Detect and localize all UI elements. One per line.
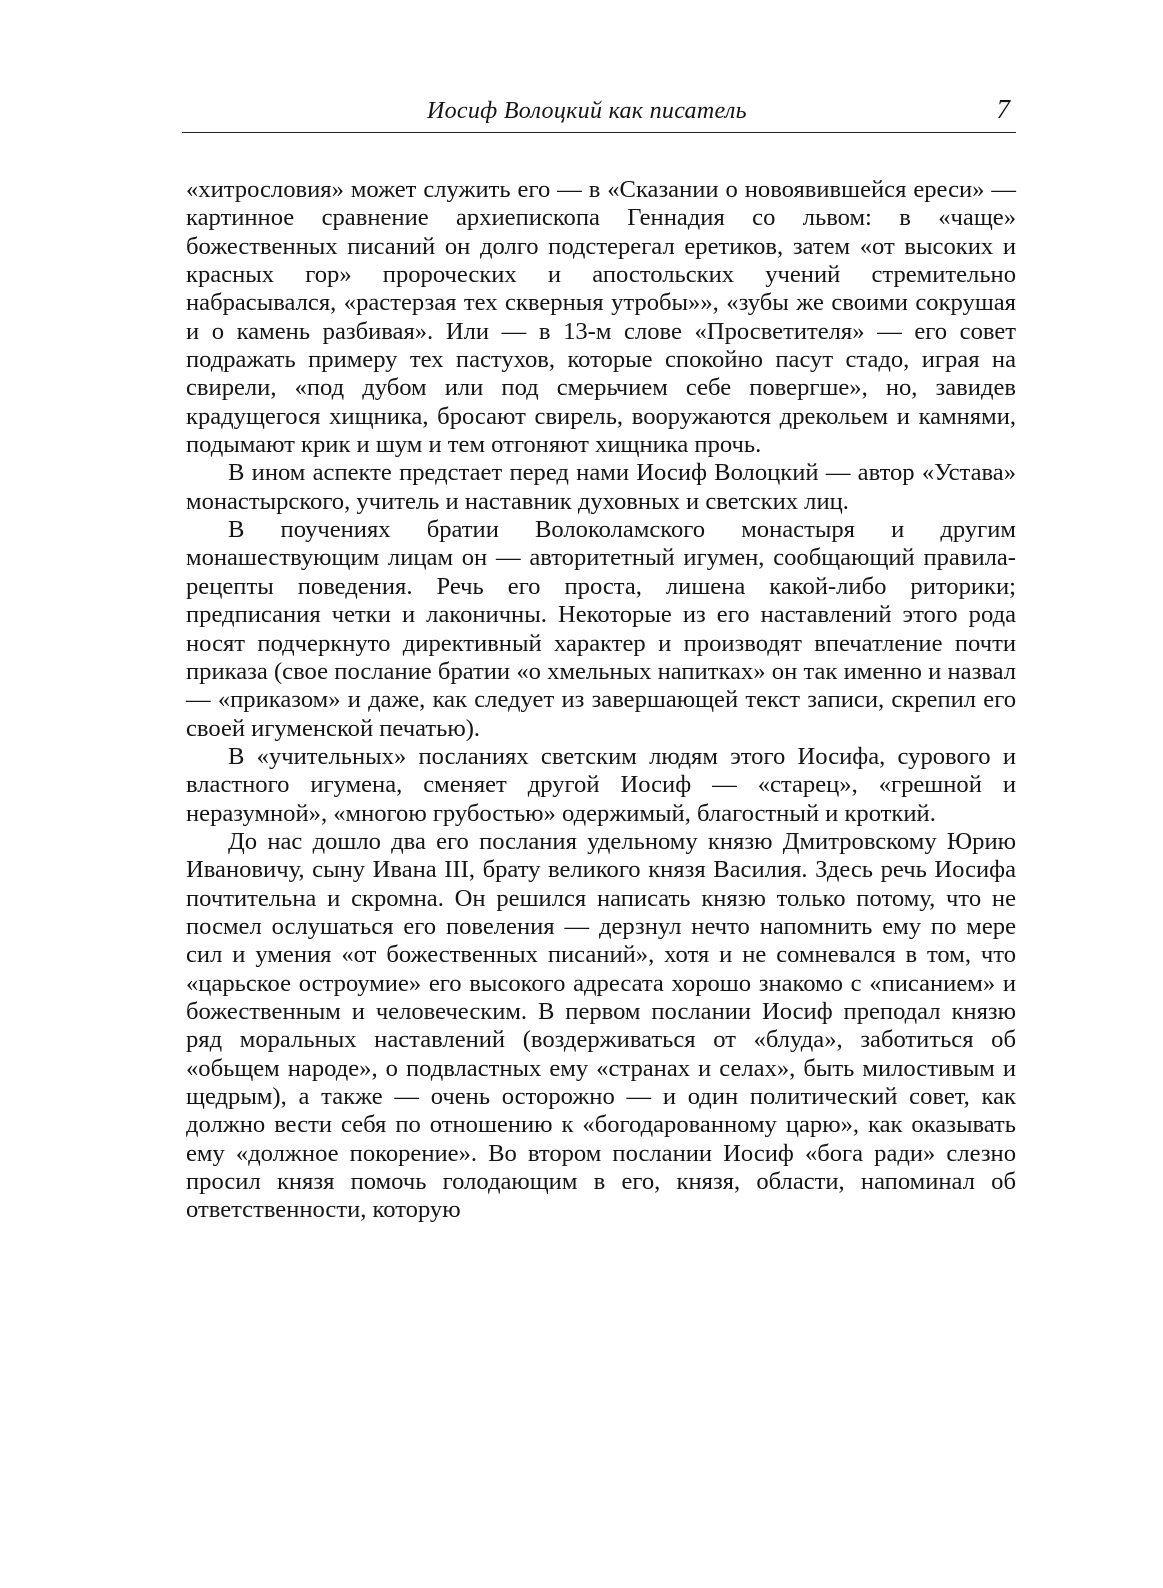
paragraph: В «учительных» посланиях светским людям этого Иосифа, сурового и властного игумена, сменяет другой Иосиф — «старец», «грешной и неразумной», «многою грубостью» одержимый, благостный и кроткий. bbox=[186, 742, 1016, 827]
header-rule bbox=[182, 132, 1016, 133]
paragraph: В ином аспекте предстает перед нами Иосиф Волоцкий — автор «Устава» монастырского, учитель и наставник духовных и светских лиц. bbox=[186, 459, 1016, 515]
paragraph: В поучениях братии Волоколамского монастыря и другим монашествующим лицам он — авторитетный игумен, сообщающий правила-рецепты поведения. Речь его проста, лишена какой-либо риторики; предписания четки и лаконичны. Некоторые из его наставлений этого рода носят подчеркнуто директивный характер и производят впечатление почти приказа (свое послание братии «о хмельных напитках» он так именно и назвал — «приказом» и даже, как следует из завершающей текст записи, скрепил его своей игуменской печатью). bbox=[186, 516, 1016, 742]
paragraph-continuation: «хитрословия» может служить его — в «Сказании о новоявившейся ереси» — картинное сравнение архиепископа Геннадия со львом: в «чаще» божественных писаний он долго подстерегал еретиков, затем «от высоких и красных гор» пророческих и апостольских учений стремительно набрасывался, «растерзая тех скверныя утробы»», «зубы же своими сокрушая и о камень разбивая». Или — в 13-м слове «Просветителя» — его совет подражать примеру тех пастухов, которые спокойно пасут стадо, играя на свирели, «под дубом или под смерьчием себе повергше», но, завидев крадущегося хищника, бросают свирель, вооружаются дрекольем и камнями, подымают крик и шум и тем отгоняют хищника прочь. bbox=[186, 176, 1016, 459]
running-header bbox=[182, 92, 1016, 136]
body-text bbox=[186, 176, 1016, 1225]
running-title: Иосиф Волоцкий как писатель bbox=[427, 98, 747, 124]
paragraph: До нас дошло два его послания удельному князю Дмитровскому Юрию Ивановичу, сыну Ивана III, брату великого князя Василия. Здесь речь Иосифа почтительна и скромна. Он решился написать князю только потому, что не посмел ослушаться его повеления — дерзнул нечто напомнить ему по мере сил и умения «от божественных писаний», хотя и не сомневался в том, что «царьское остроумие» его высокого адресата хорошо знакомо с «писанием» и божественным и человеческим. В первом послании Иосиф преподал князю ряд моральных наставлений (воздерживаться от «блуда», заботиться об «обьщем народе», о подвластных ему «странах и селах», быть милостивым и щедрым), а также — очень осторожно — и один политический совет, как должно вести себя по отношению к «богодарованному царю», как оказывать ему «должное покорение». Во втором послании Иосиф «бога ради» слезно просил князя помочь голодающим в его, князя, области, напоминал об ответственности, которую bbox=[186, 827, 1016, 1224]
page-number: 7 bbox=[996, 94, 1010, 124]
